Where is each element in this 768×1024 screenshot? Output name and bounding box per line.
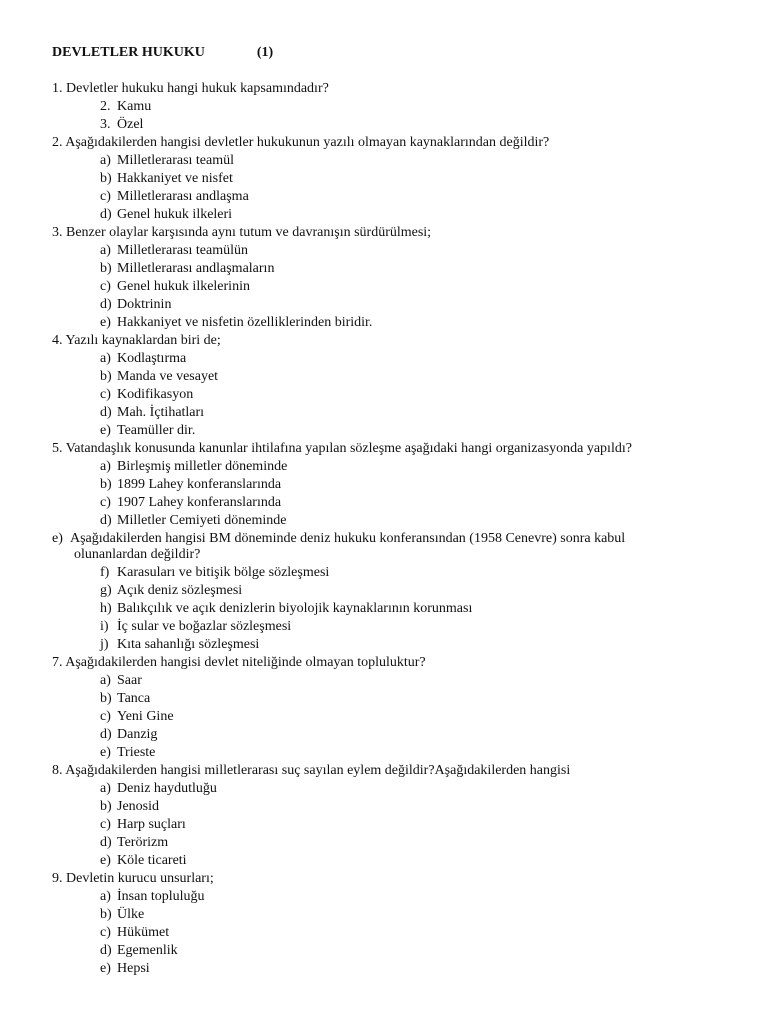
question-7-option	[100, 726, 157, 744]
option-marker: e)	[100, 853, 111, 868]
option-text: Açık deniz sözleşmesi	[117, 583, 243, 598]
question-4-option	[100, 368, 218, 386]
option-marker: g)	[100, 583, 112, 598]
option-text: Trieste	[117, 745, 156, 760]
option-text: Kodlaştırma	[117, 351, 187, 366]
option-text: Milletlerarası teamül	[117, 153, 235, 168]
option-marker: b)	[100, 261, 112, 276]
question-4: 4. Yazılı kaynaklardan biri de;	[52, 333, 221, 348]
option-text: İç sular ve boğazlar sözleşmesi	[117, 619, 292, 634]
option-marker: d)	[100, 513, 112, 528]
question-6-option	[100, 636, 259, 654]
option-marker: b)	[100, 369, 112, 384]
question-5: 5. Vatandaşlık konusunda kanunlar ihtilafına yapılan sözleşme aşağıdaki hangi organizasyonda yapıldı?	[52, 441, 632, 456]
option-text: Balıkçılık ve açık denizlerin biyolojik kaynaklarının korunması	[117, 601, 473, 616]
question-8-option	[100, 780, 217, 798]
option-text: Hepsi	[117, 961, 150, 976]
question-6-marker: e)	[52, 531, 63, 546]
question-3: 3. Benzer olaylar karşısında aynı tutum ve davranışın sürdürülmesi;	[52, 225, 432, 240]
question-7-option	[100, 690, 150, 708]
option-marker: b)	[100, 799, 112, 814]
option-marker: b)	[100, 171, 112, 186]
option-marker: a)	[100, 153, 111, 168]
option-text: İnsan topluluğu	[117, 889, 205, 904]
question-6-option	[100, 564, 329, 582]
option-text: Mah. İçtihatları	[117, 405, 205, 420]
question-9: 9. Devletin kurucu unsurları;	[52, 871, 214, 886]
option-marker: e)	[100, 745, 111, 760]
question-8-option	[100, 816, 186, 834]
question-4-option	[100, 404, 204, 422]
question-1-option	[100, 98, 151, 116]
option-text: Genel hukuk ilkelerinin	[117, 279, 250, 294]
option-marker: a)	[100, 243, 111, 258]
option-text: Yeni Gine	[117, 709, 174, 724]
question-3-option	[100, 314, 372, 332]
option-text: Hükümet	[117, 925, 170, 940]
option-marker: a)	[100, 673, 111, 688]
option-text: Manda ve vesayet	[117, 369, 219, 384]
question-8-option	[100, 798, 159, 816]
question-4-option	[100, 422, 195, 440]
option-marker: d)	[100, 207, 112, 222]
option-text: Harp suçları	[117, 817, 186, 832]
question-7: 7. Aşağıdakilerden hangisi devlet niteliğinde olmayan topluluktur?	[52, 655, 426, 670]
question-8: 8. Aşağıdakilerden hangisi milletlerarası suç sayılan eylem değildir?Aşağıdakilerden hangisi	[52, 763, 571, 778]
question-7-option	[100, 708, 174, 726]
question-2-option	[100, 152, 234, 170]
question-3-option	[100, 242, 248, 260]
option-marker: 3.	[100, 117, 111, 132]
question-9-option	[100, 906, 144, 924]
option-text: Kıta sahanlığı sözleşmesi	[117, 637, 260, 652]
option-text: Hakkaniyet ve nisfet	[117, 171, 233, 186]
option-text: 1899 Lahey konferanslarında	[117, 477, 282, 492]
option-marker: d)	[100, 943, 112, 958]
question-6-option	[100, 582, 242, 600]
question-1: 1. Devletler hukuku hangi hukuk kapsamındadır?	[52, 81, 329, 96]
option-marker: e)	[100, 961, 111, 976]
option-marker: c)	[100, 387, 111, 402]
question-2-option	[100, 170, 233, 188]
option-text: Karasuları ve bitişik bölge sözleşmesi	[117, 565, 330, 580]
title-number: (1)	[256, 45, 274, 60]
question-4-option	[100, 350, 186, 368]
option-marker: c)	[100, 189, 111, 204]
option-text: Egemenlik	[117, 943, 178, 958]
question-2-option	[100, 206, 232, 224]
option-text: Hakkaniyet ve nisfetin özelliklerinden biridir.	[117, 315, 373, 330]
title-text: DEVLETLER HUKUKU	[52, 45, 205, 60]
question-6-option	[100, 600, 472, 618]
question-5-option	[100, 494, 281, 512]
option-text: Milletlerarası andlaşmaların	[117, 261, 275, 276]
option-marker: e)	[100, 315, 111, 330]
option-text: Özel	[117, 117, 144, 132]
question-9-option	[100, 924, 169, 942]
question-9-option	[100, 888, 205, 906]
question-8-option	[100, 834, 168, 852]
option-marker: d)	[100, 835, 112, 850]
question-6-text-cont: olunanlardan değildir?	[74, 547, 201, 562]
option-marker: a)	[100, 351, 111, 366]
question-9-option	[100, 960, 150, 978]
option-marker: d)	[100, 405, 112, 420]
question-5-option	[100, 476, 281, 494]
option-marker: b)	[100, 691, 112, 706]
option-marker: d)	[100, 727, 112, 742]
option-marker: b)	[100, 477, 112, 492]
question-2-option	[100, 188, 249, 206]
option-marker: a)	[100, 781, 111, 796]
question-6-text: Aşağıdakilerden hangisi BM döneminde deniz hukuku konferansından (1958 Cenevre) sonra kabul	[70, 531, 626, 546]
question-7-option	[100, 672, 142, 690]
option-text: Danzig	[117, 727, 158, 742]
option-text: Köle ticareti	[117, 853, 187, 868]
option-marker: 2.	[100, 99, 111, 114]
question-5-option	[100, 458, 287, 476]
option-marker: c)	[100, 925, 111, 940]
option-text: 1907 Lahey konferanslarında	[117, 495, 282, 510]
option-text: Doktrinin	[117, 297, 172, 312]
question-3-option	[100, 278, 250, 296]
option-text: Deniz haydutluğu	[117, 781, 217, 796]
question-5-option	[100, 512, 287, 530]
question-6-option	[100, 618, 291, 636]
option-marker: a)	[100, 459, 111, 474]
option-text: Teamüller dir.	[117, 423, 196, 438]
option-marker: e)	[100, 423, 111, 438]
option-text: Milletlerarası teamülün	[117, 243, 249, 258]
option-text: Jenosid	[117, 799, 159, 814]
question-1-option	[100, 116, 143, 134]
option-marker: d)	[100, 297, 112, 312]
option-marker: j)	[100, 637, 109, 652]
option-text: Milletler Cemiyeti döneminde	[117, 513, 287, 528]
option-text: Kodifikasyon	[117, 387, 194, 402]
option-text: Genel hukuk ilkeleri	[117, 207, 233, 222]
option-marker: a)	[100, 889, 111, 904]
option-marker: h)	[100, 601, 112, 616]
document-title	[52, 44, 273, 62]
option-text: Terörizm	[117, 835, 169, 850]
question-3-option	[100, 296, 171, 314]
question-4-option	[100, 386, 193, 404]
option-text: Tanca	[117, 691, 151, 706]
option-text: Birleşmiş milletler döneminde	[117, 459, 288, 474]
option-marker: c)	[100, 495, 111, 510]
question-8-option	[100, 852, 187, 870]
question-9-option	[100, 942, 178, 960]
option-marker: c)	[100, 709, 111, 724]
option-text: Ülke	[117, 907, 145, 922]
option-marker: i)	[100, 619, 109, 634]
option-marker: f)	[100, 565, 110, 580]
option-text: Kamu	[117, 99, 152, 114]
option-marker: c)	[100, 279, 111, 294]
option-marker: c)	[100, 817, 111, 832]
option-text: Milletlerarası andlaşma	[117, 189, 249, 204]
option-marker: b)	[100, 907, 112, 922]
question-2: 2. Aşağıdakilerden hangisi devletler hukukunun yazılı olmayan kaynaklarından değildir?	[52, 135, 550, 150]
option-text: Saar	[117, 673, 142, 688]
question-7-option	[100, 744, 155, 762]
question-3-option	[100, 260, 274, 278]
